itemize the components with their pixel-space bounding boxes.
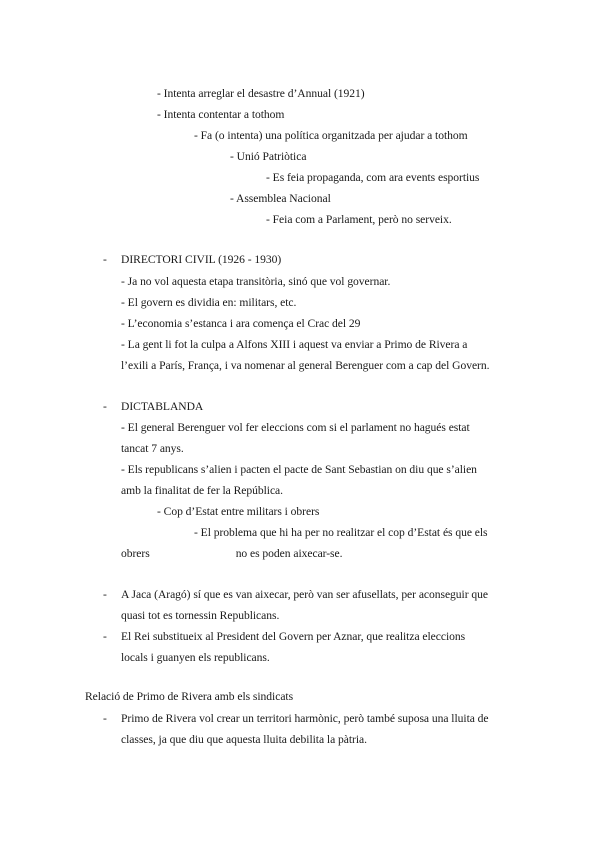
list-item: - Els republicans s’alien i pacten el pacte de Sant Sebastian on diu que s’alien xyxy=(121,463,477,476)
list-item: - El problema que hi ha per no realitzar el cop d’Estat és que els xyxy=(194,526,488,539)
bullet-dash: - xyxy=(103,400,107,413)
section-title: DICTABLANDA xyxy=(121,400,204,413)
list-item-continuation: locals i guanyen els republicans. xyxy=(121,651,270,664)
section-title: DIRECTORI CIVIL (1926 - 1930) xyxy=(121,253,282,266)
text-fragment: obrers xyxy=(121,547,150,560)
list-item: - Intenta contentar a tothom xyxy=(157,108,285,121)
list-item: El Rei substitueix al President del Govern per Aznar, que realitza eleccions xyxy=(121,630,466,643)
bullet-dash: - xyxy=(103,588,107,601)
bullet-dash: - xyxy=(103,253,107,266)
list-item-continuation xyxy=(121,547,342,561)
list-item: - Feia com a Parlament, però no serveix. xyxy=(266,213,452,226)
list-item: - L’economia s’estanca i ara comença el Crac del 29 xyxy=(121,317,361,330)
list-item: - Es feia propaganda, com ara events esportius xyxy=(266,171,480,184)
list-item-continuation: l’exili a París, França, i va nomenar al general Berenguer com a cap del Govern. xyxy=(121,359,490,372)
list-item-continuation: amb la finalitat de fer la República. xyxy=(121,484,284,497)
list-item: - Intenta arreglar el desastre d’Annual (1921) xyxy=(157,87,365,100)
text-fragment: no es poden aixecar-se. xyxy=(235,547,343,560)
list-item: - El general Berenguer vol fer eleccions com si el parlament no hagués estat xyxy=(121,421,470,434)
list-item: Primo de Rivera vol crear un territori harmònic, però també suposa una lluita de xyxy=(121,712,489,725)
list-item: - El govern es dividia en: militars, etc. xyxy=(121,296,297,309)
list-item: - Unió Patriòtica xyxy=(230,150,307,163)
list-item: - Cop d’Estat entre militars i obrers xyxy=(157,505,320,518)
list-item: - La gent li fot la culpa a Alfons XIII i aquest va enviar a Primo de Rivera a xyxy=(121,338,468,351)
bullet-dash: - xyxy=(103,712,107,725)
bullet-dash: - xyxy=(103,630,107,643)
list-item-continuation: quasi tot es tornessin Republicans. xyxy=(121,609,280,622)
list-item-continuation: classes, ja que diu que aquesta lluita debilita la pàtria. xyxy=(121,733,367,746)
list-item: - Fa (o intenta) una política organitzada per ajudar a tothom xyxy=(194,129,468,142)
list-item: A Jaca (Aragó) sí que es van aixecar, però van ser afusellats, per aconseguir que xyxy=(121,588,488,601)
list-item: - Assemblea Nacional xyxy=(230,192,331,205)
list-item-continuation: tancat 7 anys. xyxy=(121,442,184,455)
list-item: - Ja no vol aquesta etapa transitòria, sinó que vol governar. xyxy=(121,275,391,288)
section-heading: Relació de Primo de Rivera amb els sindicats xyxy=(85,690,294,703)
